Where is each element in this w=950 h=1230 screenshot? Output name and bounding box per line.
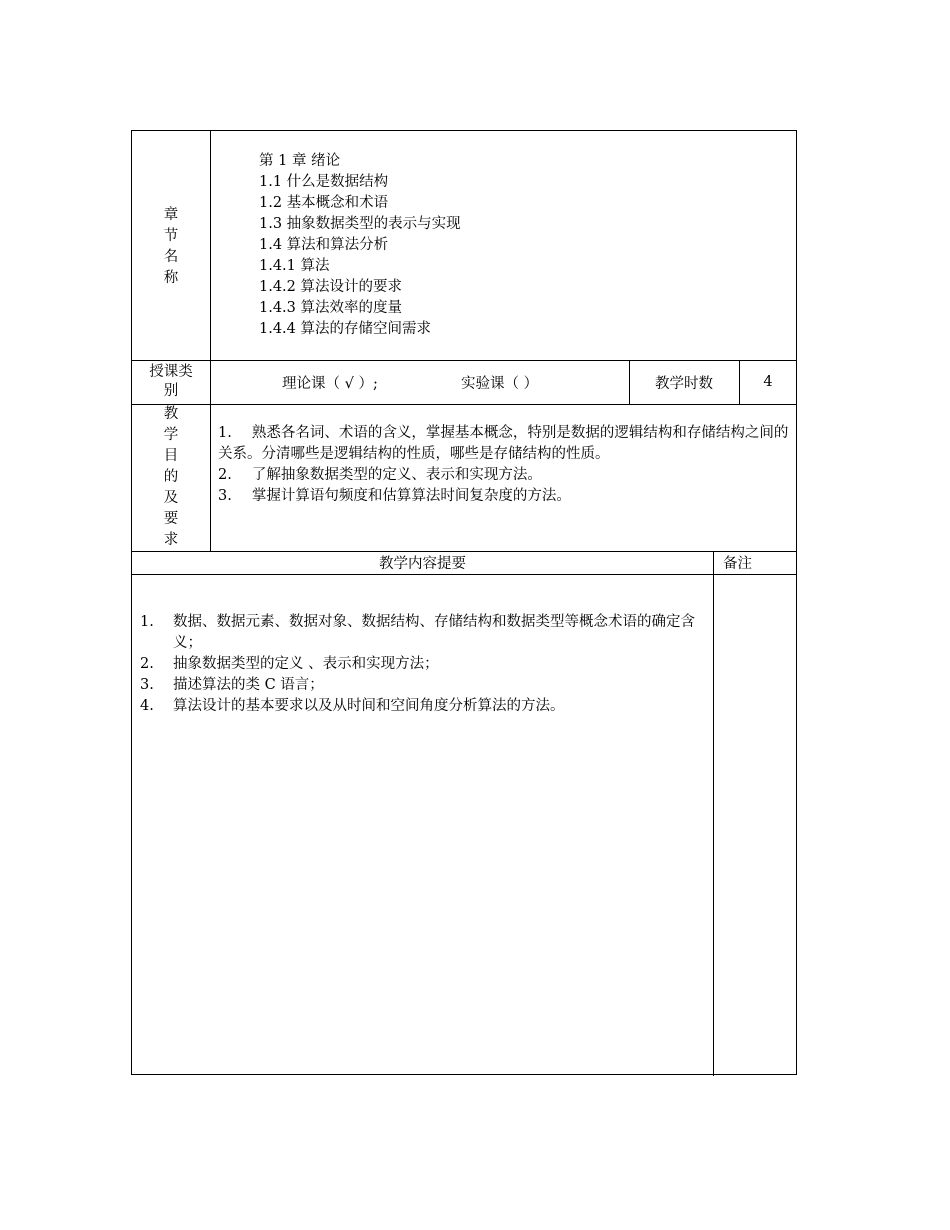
row-divider xyxy=(132,574,796,575)
content-text: 算法设计的基本要求以及从时间和空间角度分析算法的方法。 xyxy=(173,698,565,714)
objectives-contents xyxy=(218,423,792,507)
content-item xyxy=(140,696,708,717)
objective-item xyxy=(218,465,792,486)
objectives-label-char: 及 xyxy=(163,490,179,506)
content-header: 教学内容提要 xyxy=(379,556,466,572)
objectives-label-char: 教 xyxy=(163,406,179,422)
objective-item xyxy=(218,486,792,507)
chapter-item: 1.4.2 算法设计的要求 xyxy=(259,279,403,295)
objectives-label-char: 要 xyxy=(163,511,179,527)
content-item xyxy=(140,612,708,654)
content-number: 2. xyxy=(140,656,154,672)
remarks-cell xyxy=(714,575,797,1075)
content-number: 1. xyxy=(140,614,154,630)
content-item xyxy=(140,675,708,696)
chapter-label-char: 章 xyxy=(163,207,179,223)
course-type-label-line: 别 xyxy=(163,383,179,399)
chapter-item: 1.4.4 算法的存储空间需求 xyxy=(259,321,432,337)
objective-text: 了解抽象数据类型的定义、表示和实现方法。 xyxy=(251,467,542,483)
objectives-label xyxy=(132,404,210,551)
chapter-item: 1.2 基本概念和术语 xyxy=(259,195,389,211)
objective-text: 熟悉各名词、术语的含义，掌握基本概念，特别是数据的逻辑结构和存储结构之间的关系。分清哪些是逻辑结构的性质，哪些是存储结构的性质。 xyxy=(218,425,789,462)
objective-text: 掌握计算语句频度和估算算法时间复杂度的方法。 xyxy=(251,488,571,504)
lab-course: 实验课（ ） xyxy=(461,375,539,392)
chapter-label-char: 节 xyxy=(163,228,179,244)
objectives-label-char: 的 xyxy=(163,469,179,485)
content-list xyxy=(140,612,708,717)
objective-number: 3. xyxy=(218,488,232,504)
chapter-label-char: 称 xyxy=(163,270,179,286)
column-divider xyxy=(210,131,211,551)
objectives-label-char: 目 xyxy=(163,448,179,464)
teaching-hours-value: 4 xyxy=(763,374,773,390)
chapter-item: 第 1 章 绪论 xyxy=(259,153,341,169)
lesson-plan-table xyxy=(131,130,797,1075)
course-type-label-line: 授课类 xyxy=(149,364,193,380)
chapter-label xyxy=(132,131,210,360)
objective-number: 2. xyxy=(218,467,232,483)
chapter-item: 1.4.1 算法 xyxy=(259,258,330,274)
content-text: 数据、数据元素、数据对象、数据结构、存储结构和数据类型等概念术语的确定含义； xyxy=(173,614,695,651)
objectives-label-char: 学 xyxy=(163,427,179,443)
chapter-item: 1.1 什么是数据结构 xyxy=(259,174,389,190)
row-divider xyxy=(132,404,796,405)
chapter-label-char: 名 xyxy=(163,249,179,265)
remarks-header: 备注 xyxy=(723,556,752,572)
objectives-label-char: 求 xyxy=(163,532,179,548)
course-type-label xyxy=(132,360,210,404)
chapter-item: 1.4 算法和算法分析 xyxy=(259,237,389,253)
chapter-item: 1.3 抽象数据类型的表示与实现 xyxy=(259,216,461,232)
teaching-hours-label: 教学时数 xyxy=(655,375,713,392)
objective-item xyxy=(218,423,792,465)
theory-course: 理论课（ √ ）; xyxy=(282,375,378,392)
content-number: 3. xyxy=(140,677,154,693)
content-text: 抽象数据类型的定义 、表示和实现方法； xyxy=(173,656,439,672)
content-number: 4. xyxy=(140,698,154,714)
objective-number: 1. xyxy=(218,425,232,441)
content-item xyxy=(140,654,708,675)
chapter-item: 1.4.3 算法效率的度量 xyxy=(259,300,403,316)
content-text: 描述算法的类 C 语言； xyxy=(173,677,324,693)
chapter-contents xyxy=(259,151,759,340)
